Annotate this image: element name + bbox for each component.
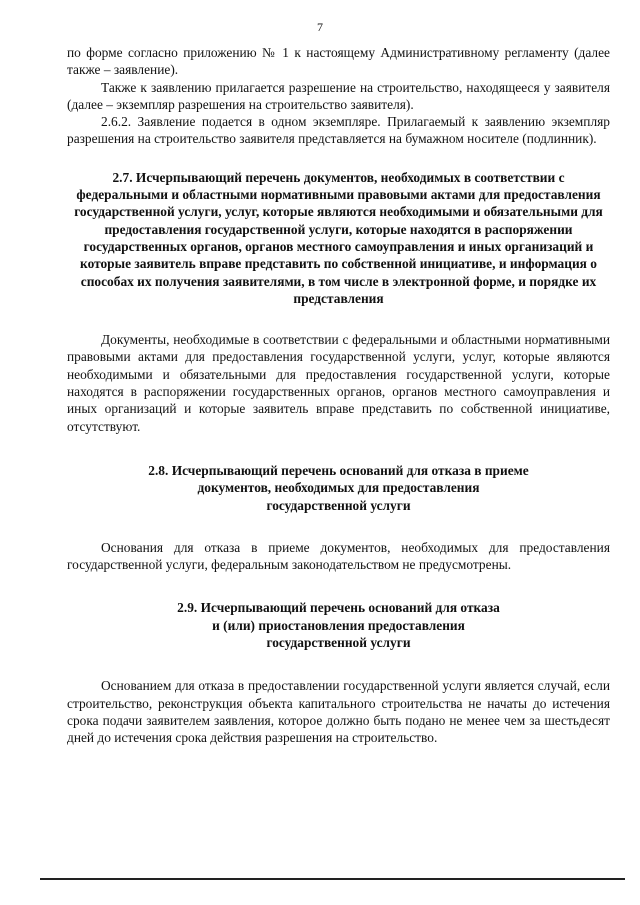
section-2-8-heading-line-3: государственной услуги <box>266 497 411 513</box>
section-2-8-body: Основания для отказа в приеме документов, необходимых для предоставления государственной услуги, федеральным законодательством не предусмотрены. <box>67 539 610 573</box>
intro-paragraph-2: Также к заявлению прилагается разрешение на строительство, находящееся у заявителя (далее – экземпляр разрешения на строительство заявителя). <box>67 79 610 112</box>
section-2-8-heading-line-1: 2.8. Исчерпывающий перечень оснований для отказа в приеме <box>148 462 529 478</box>
intro-paragraph-1: по форме согласно приложению № 1 к настоящему Административному регламенту (далее также – заявление). <box>67 45 610 78</box>
section-2-9-body: Основанием для отказа в предоставлении государственной услуги является случай, если строительство, реконструкция объекта капитального строительства не начаты до истечения срока подачи заявителем заявления, которое должно быть подано не менее чем за шестьдесят дней до истечения срока действия разрешения на строительство. <box>67 678 610 746</box>
section-2-7-heading: 2.7. Исчерпывающий перечень документов, необходимых в соответствии с федеральными и областными нормативными правовыми актами для предоставления государственной услуги, услуг, которые являются необходимыми и обязательными для предоставления государственной услуги, которые находятся в распоряжении государственных органов, органов местного самоуправления и иных организаций и которые заявитель вправе представить по собственной инициативе, и информация о способах их получения заявителями, в том числе в электронной форме, и порядке их представления <box>74 169 603 306</box>
section-2-8-heading <box>67 462 610 514</box>
section-2-9-heading-line-2: и (или) приостановления предоставления <box>212 617 465 633</box>
page-number: 7 <box>317 20 323 34</box>
footer-divider <box>40 878 625 880</box>
section-2-9-heading-line-1: 2.9. Исчерпывающий перечень оснований для отказа <box>177 600 500 616</box>
section-2-7-body: Документы, необходимые в соответствии с федеральными и областными нормативными правовыми актами для предоставления государственной услуги, услуг, которые являются необходимыми и обязательными для предоставления государственной услуги, которые находятся в распоряжении государственных органов, органов местного самоуправления и иных организаций и которые заявитель вправе представить по собственной инициативе, отсутствуют. <box>67 332 610 434</box>
section-2-9-heading <box>67 599 610 651</box>
section-2-8-heading-line-2: документов, необходимых для предоставления <box>197 480 480 496</box>
document-body <box>67 44 610 747</box>
section-2-9-heading-line-3: государственной услуги <box>266 635 411 651</box>
intro-paragraph-3: 2.6.2. Заявление подается в одном экземпляре. Прилагаемый к заявлению экземпляр разрешения на строительство заявителя представляется на бумажном носителе (подлинник). <box>67 114 610 147</box>
